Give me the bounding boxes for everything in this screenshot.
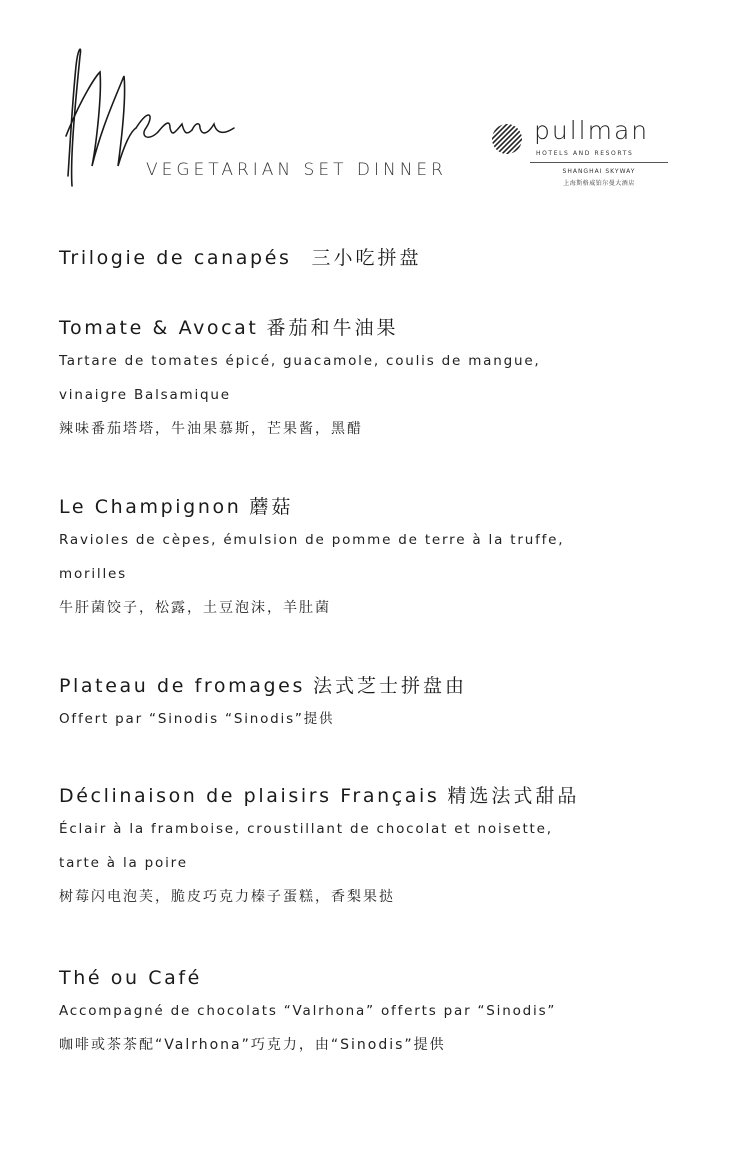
course-description: Ravioles de cèpes, émulsion de pomme de terre à la truffe, bbox=[59, 532, 565, 548]
course-desserts bbox=[59, 784, 699, 914]
course-tomate-avocat bbox=[59, 316, 699, 446]
course-the-cafe bbox=[59, 966, 699, 1062]
menu-header bbox=[0, 0, 745, 230]
course-title-fr: Plateau de fromages bbox=[59, 675, 305, 697]
logo-wordmark: pullman bbox=[534, 116, 650, 145]
pullman-logo-icon bbox=[490, 122, 524, 156]
logo-city: SHANGHAI SKYWAY bbox=[562, 168, 636, 175]
course-title-cn: 精选法式甜品 bbox=[447, 785, 580, 807]
course-canapes bbox=[59, 246, 699, 270]
logo-chinese-name: 上海斯格威铂尔曼大酒店 bbox=[563, 180, 635, 187]
course-description: Offert par “Sinodis “Sinodis”提供 bbox=[59, 711, 335, 727]
course-description-cn: 牛肝菌饺子，松露，土豆泡沫，羊肚菌 bbox=[59, 600, 331, 616]
course-title-fr: Le Champignon bbox=[59, 496, 242, 518]
course-description: morilles bbox=[59, 566, 127, 582]
course-title-fr: Déclinaison de plaisirs Français bbox=[59, 785, 440, 807]
course-title bbox=[59, 966, 699, 990]
course-fromages bbox=[59, 674, 699, 736]
course-title bbox=[59, 316, 699, 340]
menu-subtitle: VEGETARIAN SET DINNER bbox=[146, 160, 447, 180]
course-title-cn: 蘑菇 bbox=[249, 496, 294, 518]
course-title-cn: 三小吃拼盘 bbox=[311, 247, 422, 269]
course-description-cn: 树莓闪电泡芙，脆皮巧克力榛子蛋糕，香梨果挞 bbox=[59, 889, 395, 905]
course-title bbox=[59, 784, 699, 808]
course-description: tarte à la poire bbox=[59, 855, 188, 871]
course-title bbox=[59, 674, 699, 698]
course-title-cn: 法式芝士拼盘由 bbox=[312, 675, 467, 697]
course-title-fr: Thé ou Café bbox=[59, 967, 202, 989]
course-title bbox=[59, 246, 699, 270]
course-title-cn: 番茄和牛油果 bbox=[266, 317, 399, 339]
course-title bbox=[59, 495, 699, 519]
course-title-fr: Tomate & Avocat bbox=[59, 317, 259, 339]
logo-divider bbox=[530, 162, 668, 163]
pullman-logo bbox=[490, 116, 680, 210]
course-champignon bbox=[59, 495, 699, 625]
course-title-fr: Trilogie de canapés bbox=[59, 247, 292, 269]
course-description: Éclair à la framboise, croustillant de chocolat et noisette, bbox=[59, 821, 553, 837]
logo-tagline: HOTELS AND RESORTS bbox=[536, 150, 634, 157]
course-description-cn: 辣味番茄塔塔，牛油果慕斯，芒果酱，黑醋 bbox=[59, 421, 363, 437]
course-description-cn: 咖啡或茶茶配“Valrhona”巧克力，由“Sinodis”提供 bbox=[59, 1037, 446, 1053]
course-description: vinaigre Balsamique bbox=[59, 387, 231, 403]
course-description: Accompagné de chocolats “Valrhona” offerts par “Sinodis” bbox=[59, 1003, 557, 1019]
course-description: Tartare de tomates épicé, guacamole, coulis de mangue, bbox=[59, 353, 541, 369]
